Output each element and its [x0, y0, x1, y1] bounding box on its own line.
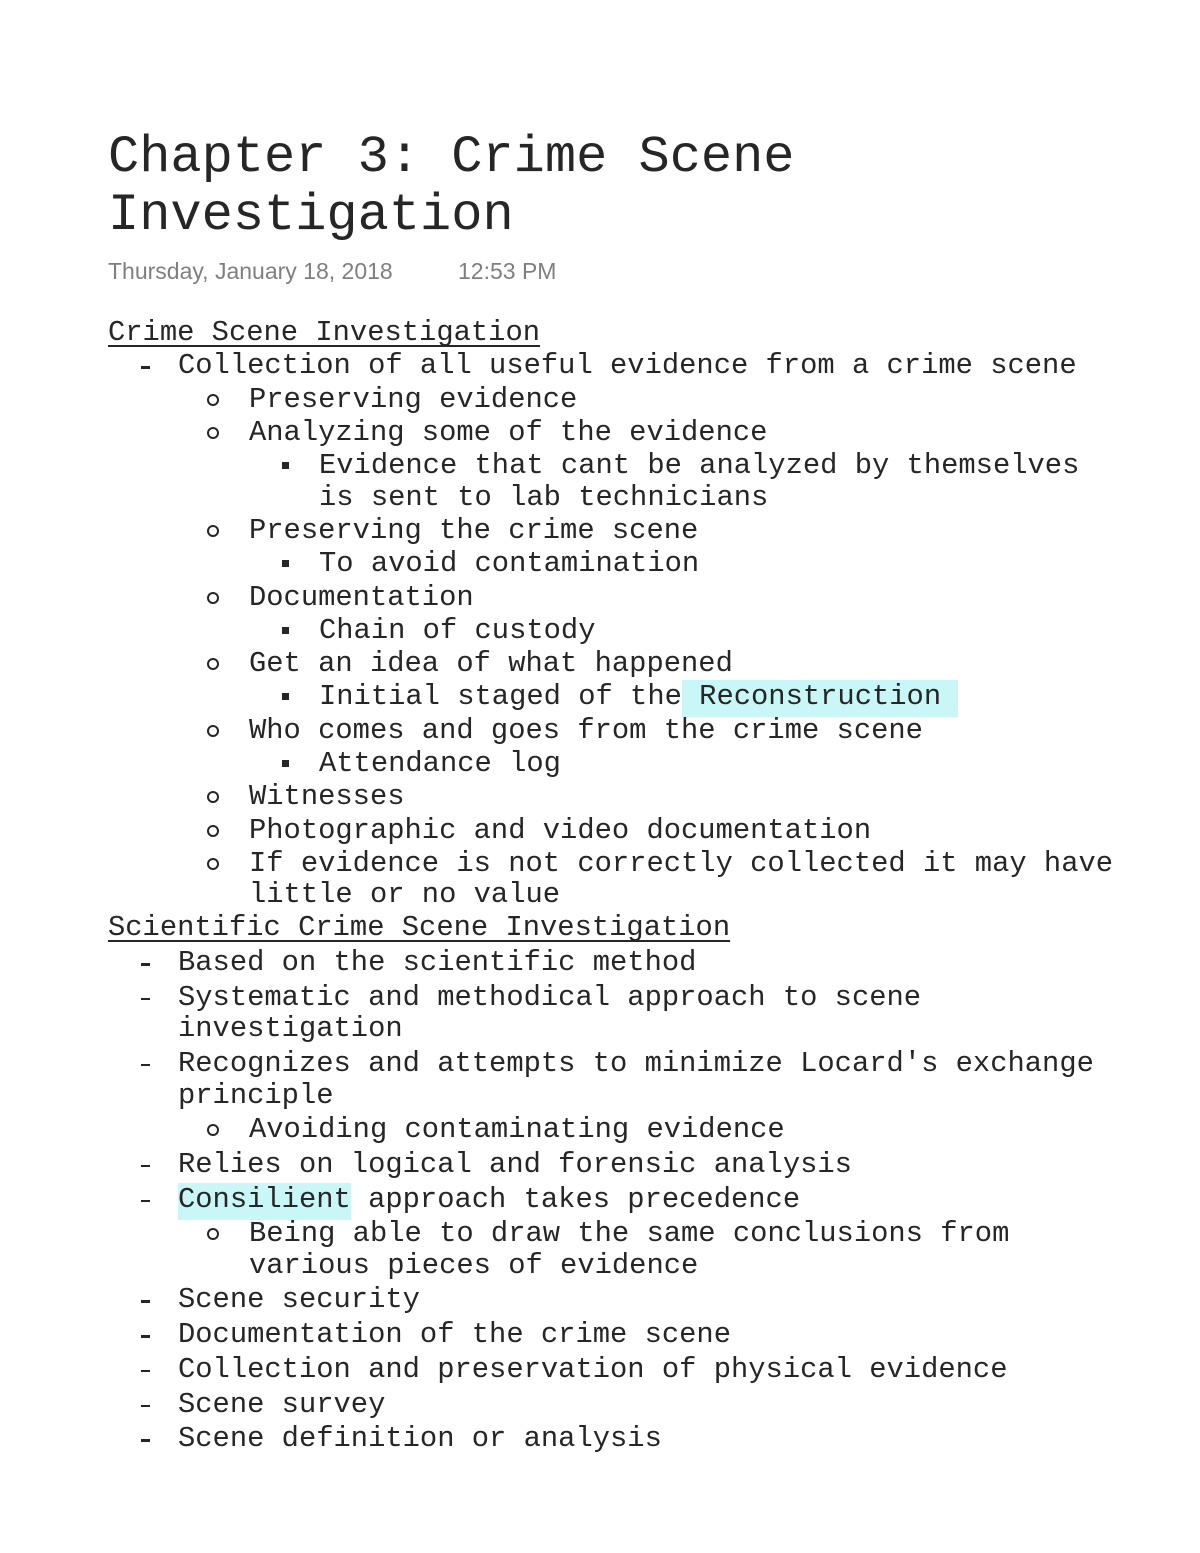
page-title: Chapter 3: Crime Scene Investigation — [108, 128, 795, 245]
list-item-text: Collection of all useful evidence from a crime scene — [178, 349, 1077, 383]
list-item — [178, 715, 1124, 780]
list-item-text: Scene survey — [178, 1387, 386, 1421]
circle-bullet-icon — [207, 858, 219, 870]
list-item-text: Initial staged of the — [319, 680, 682, 714]
circle-bullet-icon — [207, 658, 219, 670]
list-item — [108, 350, 1124, 911]
list-item — [108, 947, 1124, 979]
list-item-text: Get an idea of what happened — [249, 647, 733, 681]
list-item-text: Avoiding contaminating evidence — [249, 1113, 785, 1147]
circle-bullet-icon — [207, 427, 219, 439]
list-item-text: If evidence is not correctly collected it may have little or no value — [249, 846, 1114, 912]
list-item-text: Photographic and video documentation — [249, 813, 872, 847]
dash-bullet-icon — [141, 1300, 150, 1302]
dash-bullet-icon — [141, 1439, 150, 1441]
dash-bullet-icon — [141, 963, 150, 965]
highlighted-text: Reconstruction — [682, 680, 959, 717]
list-item — [178, 1218, 1124, 1281]
dash-bullet-icon — [141, 998, 150, 1000]
outline-sublist — [178, 1218, 1124, 1281]
circle-bullet-icon — [207, 1124, 219, 1136]
list-item-text: Being able to draw the same conclusions from various pieces of evidence — [249, 1217, 1010, 1282]
dash-bullet-icon — [141, 1335, 150, 1337]
list-item — [178, 1114, 1124, 1146]
list-item — [108, 1319, 1124, 1351]
outline-sublist — [249, 615, 1124, 647]
highlighted-text: Consilient — [178, 1183, 351, 1220]
list-item — [178, 781, 1124, 813]
list-item — [178, 384, 1124, 416]
page-time: 12:53 PM — [458, 258, 557, 284]
list-item-text: Analyzing some of the evidence — [249, 415, 768, 449]
list-item — [249, 681, 1124, 713]
list-item — [178, 515, 1124, 580]
list-item — [178, 848, 1124, 911]
list-item — [178, 582, 1124, 647]
list-item-text: To avoid contamination — [319, 547, 700, 581]
dash-bullet-icon — [141, 1370, 150, 1372]
section-crime-scene-investigation — [108, 317, 1124, 911]
page-timestamp — [108, 257, 708, 285]
square-bullet-icon — [282, 693, 289, 700]
dash-bullet-icon — [141, 1165, 150, 1167]
page-date: Thursday, January 18, 2018 — [108, 258, 393, 284]
square-bullet-icon — [282, 627, 289, 634]
square-bullet-icon — [282, 560, 289, 567]
outline-sublist — [178, 384, 1124, 911]
list-item — [108, 1354, 1124, 1386]
dash-bullet-icon — [141, 1064, 150, 1066]
square-bullet-icon — [282, 760, 289, 767]
dash-bullet-icon — [141, 366, 150, 368]
list-item-text: Documentation — [249, 580, 474, 614]
list-item-text: Preserving the crime scene — [249, 513, 699, 547]
list-item — [178, 648, 1124, 713]
list-item — [178, 815, 1124, 847]
list-item-text: Evidence that cant be analyzed by themselves is sent to lab technicians — [319, 449, 1080, 514]
outline-list — [108, 947, 1124, 1455]
list-item-text: Scene definition or analysis — [178, 1422, 662, 1456]
list-item-text: Chain of custody — [319, 613, 596, 647]
list-item-text: approach takes precedence — [350, 1182, 801, 1216]
circle-bullet-icon — [207, 791, 219, 803]
list-item-text: Documentation of the crime scene — [178, 1318, 731, 1352]
dash-bullet-icon — [141, 1200, 150, 1202]
outline-sublist — [249, 548, 1124, 580]
circle-bullet-icon — [207, 394, 219, 406]
circle-bullet-icon — [207, 525, 219, 537]
list-item — [249, 450, 1124, 513]
circle-bullet-icon — [207, 1228, 219, 1240]
list-item — [108, 1048, 1124, 1146]
list-item — [108, 1284, 1124, 1316]
square-bullet-icon — [282, 462, 289, 469]
list-item — [249, 548, 1124, 580]
outline-sublist — [178, 1114, 1124, 1146]
list-item — [108, 1184, 1124, 1282]
list-item — [249, 615, 1124, 647]
circle-bullet-icon — [207, 825, 219, 837]
list-item-text: Witnesses — [249, 780, 405, 814]
list-item-text: Attendance log — [319, 747, 561, 781]
section-heading: Scientific Crime Scene Investigation — [108, 911, 731, 945]
list-item-text: Who comes and goes from the crime scene — [249, 713, 923, 747]
section-scientific-crime-scene-investigation — [108, 912, 1124, 1454]
outline-sublist — [249, 450, 1124, 513]
list-item-text: Preserving evidence — [249, 382, 578, 416]
list-item-text: Collection and preservation of physical evidence — [178, 1352, 1008, 1386]
list-item — [108, 1149, 1124, 1181]
circle-bullet-icon — [207, 592, 219, 604]
list-item-text: Based on the scientific method — [178, 946, 697, 980]
list-item-text: Relies on logical and forensic analysis — [178, 1147, 852, 1181]
list-item — [249, 748, 1124, 780]
list-item-text: Recognizes and attempts to minimize Locard's exchange principle — [178, 1047, 1094, 1112]
outline-list — [108, 350, 1124, 911]
list-item-text: Systematic and methodical approach to scene investigation — [178, 980, 922, 1046]
circle-bullet-icon — [207, 725, 219, 737]
list-item — [178, 417, 1124, 513]
list-item — [108, 1423, 1124, 1455]
section-heading: Crime Scene Investigation — [108, 316, 541, 349]
list-item — [108, 1389, 1124, 1421]
list-item — [108, 982, 1124, 1045]
list-item-text: Scene security — [178, 1283, 420, 1317]
outline-sublist — [249, 748, 1124, 780]
note-body — [108, 316, 1124, 1456]
outline-sublist — [249, 681, 1124, 713]
dash-bullet-icon — [141, 1405, 150, 1407]
